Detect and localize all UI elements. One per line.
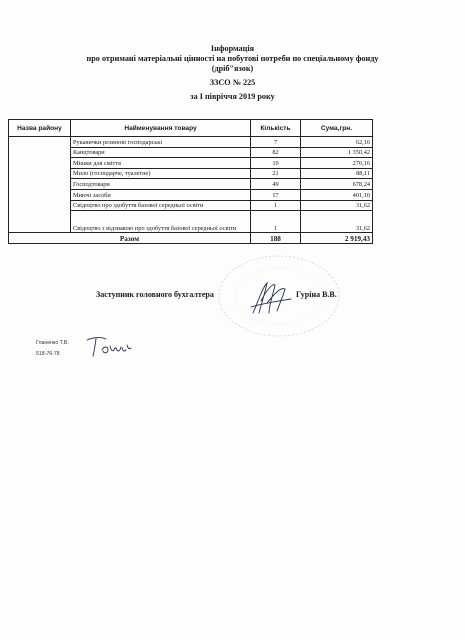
- goods-sum: 62,16: [301, 137, 373, 148]
- goods-name: Свідоцтво з відзнакою про здобуття базової середньої освіти: [71, 211, 251, 233]
- table-row: [9, 137, 373, 148]
- goods-qty: 10: [251, 158, 301, 169]
- col-header-quantity: Кількість: [251, 120, 301, 137]
- executor-name: Гланенко Т.В.: [36, 340, 69, 346]
- goods-sum: 678,24: [301, 179, 373, 190]
- signer-name: Гуріна В.В.: [296, 290, 337, 299]
- goods-sum: 401,10: [301, 189, 373, 200]
- goods-qty: 21: [251, 168, 301, 179]
- school-name: ЗЗСО № 225: [209, 78, 256, 87]
- goods-name: Господтовари: [71, 179, 251, 190]
- doc-subtitle-note: (дріб"язок): [211, 64, 254, 73]
- goods-sum: 1 350,42: [301, 147, 373, 158]
- goods-name: Свідоцтво про здобуття базової середньої освіти: [71, 200, 251, 211]
- doc-title: Інформація: [210, 44, 255, 53]
- goods-qty: 49: [251, 179, 301, 190]
- goods-qty: 82: [251, 147, 301, 158]
- table-header-row: [9, 120, 373, 137]
- goods-sum: 31,62: [301, 211, 373, 233]
- goods-sum: 276,16: [301, 158, 373, 169]
- district-cell: [9, 137, 71, 233]
- goods-qty: 7: [251, 137, 301, 148]
- total-row: [9, 233, 373, 244]
- col-header-sum: Сума,грн.: [301, 120, 373, 137]
- goods-qty: 17: [251, 189, 301, 200]
- signer-position: Заступник головного бухгалтера: [96, 290, 214, 299]
- goods-name: Канцтовари: [71, 147, 251, 158]
- goods-sum: 31,62: [301, 200, 373, 211]
- total-sum: 2 919,43: [301, 233, 373, 244]
- executor-phone: 518-76-78: [36, 351, 60, 357]
- col-header-goods: Найменування товару: [71, 120, 251, 137]
- col-header-district: Назва району: [9, 120, 71, 137]
- goods-sum: 88,11: [301, 168, 373, 179]
- doc-subtitle: про отримані матеріальні цінності на побутові потреби по спеціальному фонду: [86, 54, 379, 63]
- goods-name: Рукавички резинові господарські: [71, 137, 251, 148]
- executor-signature-image: [84, 334, 134, 360]
- goods-qty: 1: [251, 200, 301, 211]
- total-label: Разом: [9, 233, 251, 244]
- goods-name: Миючі засоби: [71, 189, 251, 200]
- total-qty: 188: [251, 233, 301, 244]
- report-period: за І півріччя 2019 року: [190, 92, 275, 101]
- goods-table: [8, 119, 373, 244]
- goods-qty: 1: [251, 211, 301, 233]
- goods-name: Мішки для сміття: [71, 158, 251, 169]
- goods-name: Мило (господарче, туалетне): [71, 168, 251, 179]
- signature-image: [247, 279, 293, 319]
